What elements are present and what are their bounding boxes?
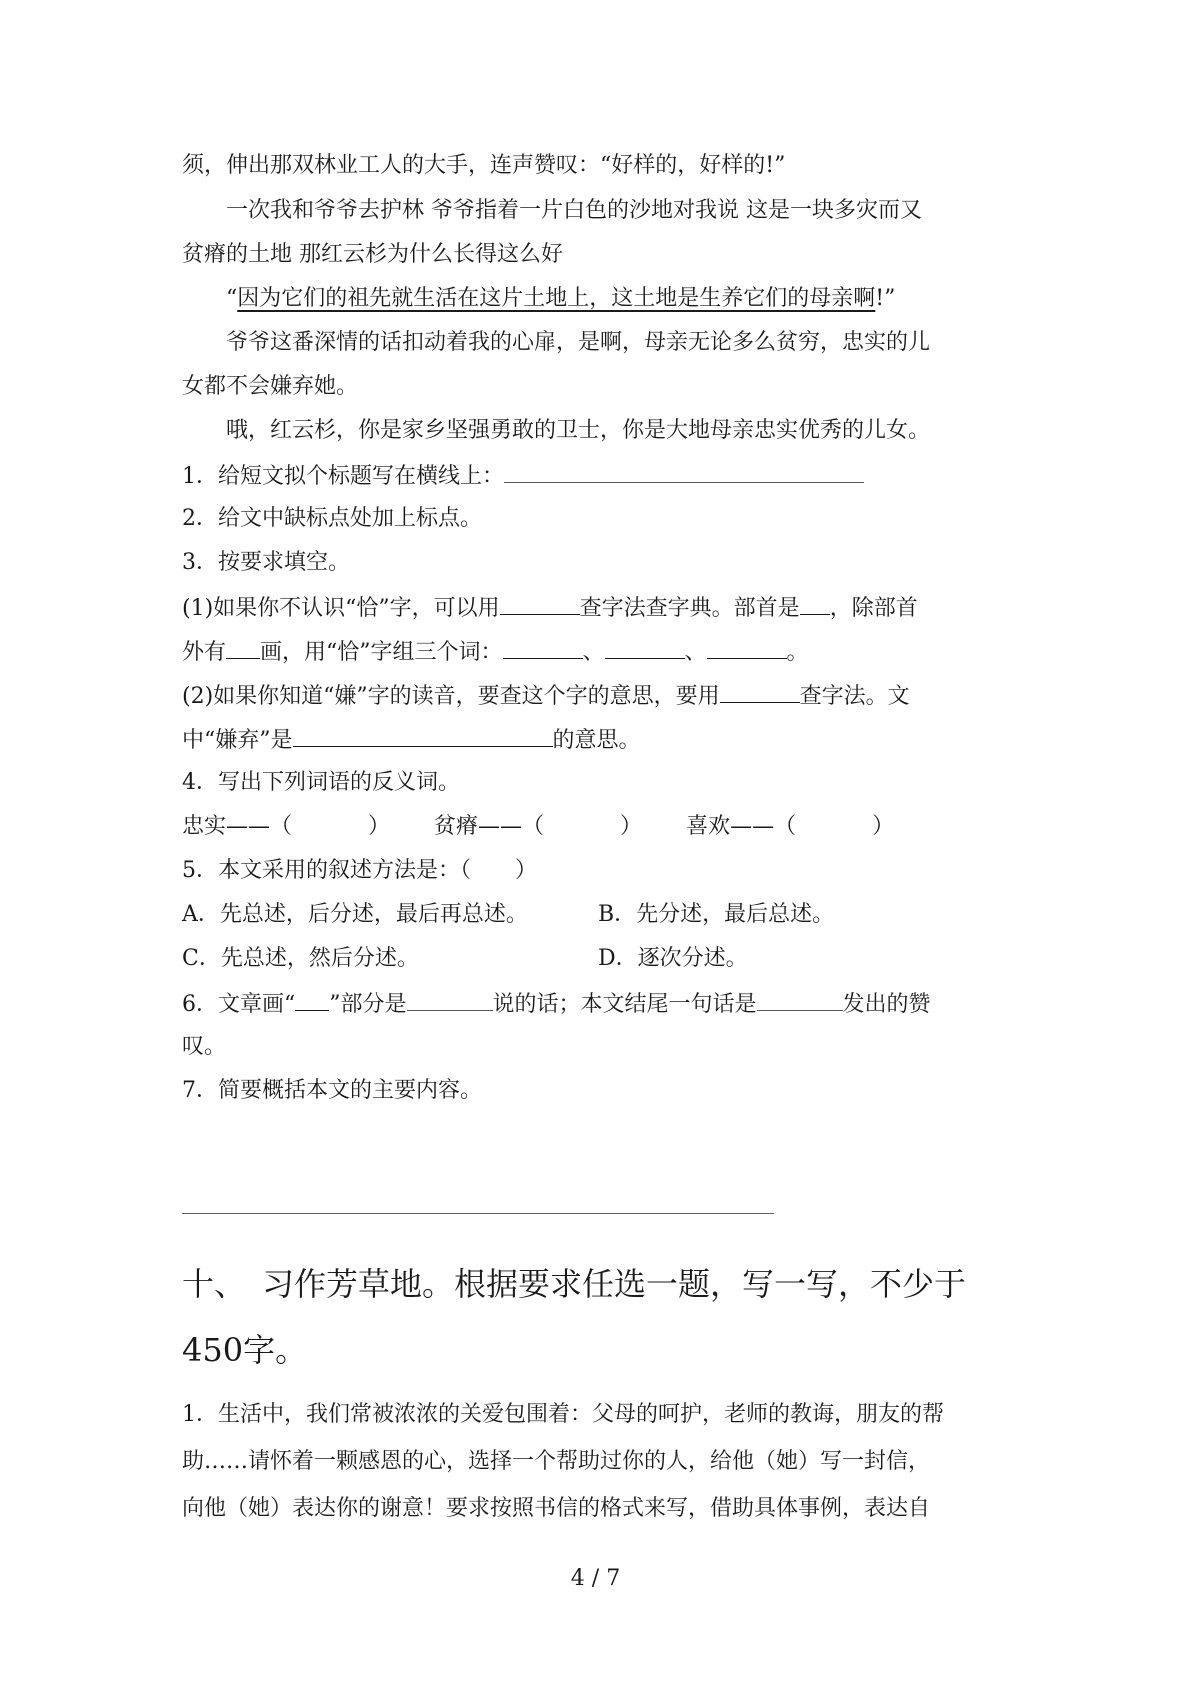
question-text: (2)如果你知道“嫌”字的读音，要查这个字的意思，要用: [182, 684, 720, 709]
option-b[interactable]: B．先分述，最后总述。: [598, 902, 835, 927]
period: 。: [786, 640, 809, 665]
question-text: 外有: [182, 640, 227, 665]
summary-answer-line[interactable]: [182, 1213, 774, 1214]
question-6-line1: [182, 988, 931, 1020]
option-c[interactable]: C．先总述，然后分述。: [182, 946, 419, 971]
close-paren: ）: [620, 814, 643, 839]
question-3: 3．按要求填空。: [182, 550, 350, 575]
question-5: 5．本文采用的叙述方法是：（ ）: [182, 858, 537, 883]
question-3-1-line1: [182, 592, 918, 624]
question-text: 说的话；本文结尾一句话是: [492, 992, 757, 1017]
separator: 、: [684, 640, 707, 665]
antonym-prompt-1: 忠实——（: [182, 814, 293, 839]
passage-line: 爷爷这番深情的话扣动着我的心扉，是啊，母亲无论多么贫穷，忠实的儿: [226, 330, 931, 355]
question-4: 4．写出下列词语的反义词。: [182, 770, 460, 795]
question-3-1-line2: [182, 636, 809, 668]
passage-line: 女都不会嫌弃她。: [182, 374, 359, 399]
question-3-2-line2: [182, 724, 641, 756]
section-10-heading-cont: 450字。: [182, 1331, 308, 1369]
close-paren: ）: [872, 814, 895, 839]
question-3-2-line1: [182, 680, 910, 712]
question-text: 的意思。: [552, 728, 641, 753]
lookup-method-blank-2[interactable]: [720, 680, 800, 703]
writing-topic-1-line: 1．生活中，我们常被浓浓的关爱包围着：父母的呵护，老师的教诲，朋友的帮: [182, 1402, 944, 1427]
word-blank-1[interactable]: [503, 636, 583, 659]
antonym-row: [182, 812, 894, 842]
writing-topic-1-line: 助……请怀着一颗感恩的心，选择一个帮助过你的人，给他（她）写一封信，: [182, 1449, 931, 1474]
speaker-blank[interactable]: [407, 988, 493, 1011]
close-quote: !”: [875, 286, 896, 311]
question-text: 查字法。文: [799, 684, 910, 709]
question-7: 7．简要概括本文的主要内容。: [182, 1078, 482, 1103]
question-text: ”部分是: [329, 992, 407, 1017]
passage-line: 一次我和爷爷去护林 爷爷指着一片白色的沙地对我说 这是一块多灾而又: [226, 198, 922, 223]
question-2: 2．给文中缺标点处加上标点。: [182, 506, 482, 531]
question-1-text: 1．给短文拟个标题写在横线上：: [182, 464, 504, 489]
question-1: [182, 460, 864, 492]
section-10-heading: 十、 习作芳草地。根据要求任选一题，写一写，不少于: [182, 1265, 967, 1303]
close-paren: ）: [368, 814, 391, 839]
passage-line: 哦，红云杉，你是家乡坚强勇敢的卫士，你是大地母亲忠实优秀的儿女。: [226, 418, 931, 443]
question-text: 画，用“恰”字组三个词：: [260, 640, 503, 665]
page-number: 4 / 7: [570, 1566, 621, 1591]
word-blank-2[interactable]: [605, 636, 685, 659]
question-text: 6．文章画“: [182, 992, 296, 1017]
writing-topic-1-line: 向他（她）表达你的谢意！要求按照书信的格式来写，借助具体事例，表达自: [182, 1496, 931, 1521]
underlined-quote: 因为它们的祖先就生活在这片土地上，这土地是生养它们的母亲啊: [237, 286, 876, 311]
question-text: 中“嫌弃”是: [182, 728, 293, 753]
lookup-method-blank[interactable]: [500, 592, 580, 615]
option-d[interactable]: D．逐次分述。: [598, 946, 748, 971]
exclaimer-blank[interactable]: [757, 988, 843, 1011]
option-a[interactable]: A．先总述，后分述，最后再总述。: [182, 902, 528, 927]
meaning-blank[interactable]: [293, 724, 553, 747]
title-answer-blank[interactable]: [504, 460, 864, 483]
question-text: 发出的赞: [842, 992, 931, 1017]
passage-line: 须，伸出那双林业工人的大手，连声赞叹：“好样的，好样的!”: [182, 153, 786, 178]
passage-line: 贫瘠的土地 那红云杉为什么长得这么好: [182, 242, 563, 267]
antonym-prompt-3: 喜欢——（: [686, 814, 797, 839]
question-text: (1)如果你不认识“恰”字，可以用: [182, 596, 500, 621]
underline-mark-sample: [295, 988, 329, 1011]
open-quote: “: [226, 286, 238, 311]
question-text: ，除部首: [829, 596, 918, 621]
question-6-line2: 叹。: [182, 1034, 227, 1059]
separator: 、: [582, 640, 605, 665]
question-text: 查字法查字典。部首是: [579, 596, 800, 621]
passage-quote-line: [226, 284, 895, 314]
radical-blank[interactable]: [800, 592, 830, 615]
word-blank-3[interactable]: [707, 636, 787, 659]
strokes-blank[interactable]: [226, 636, 260, 659]
antonym-prompt-2: 贫瘠——（: [434, 814, 545, 839]
